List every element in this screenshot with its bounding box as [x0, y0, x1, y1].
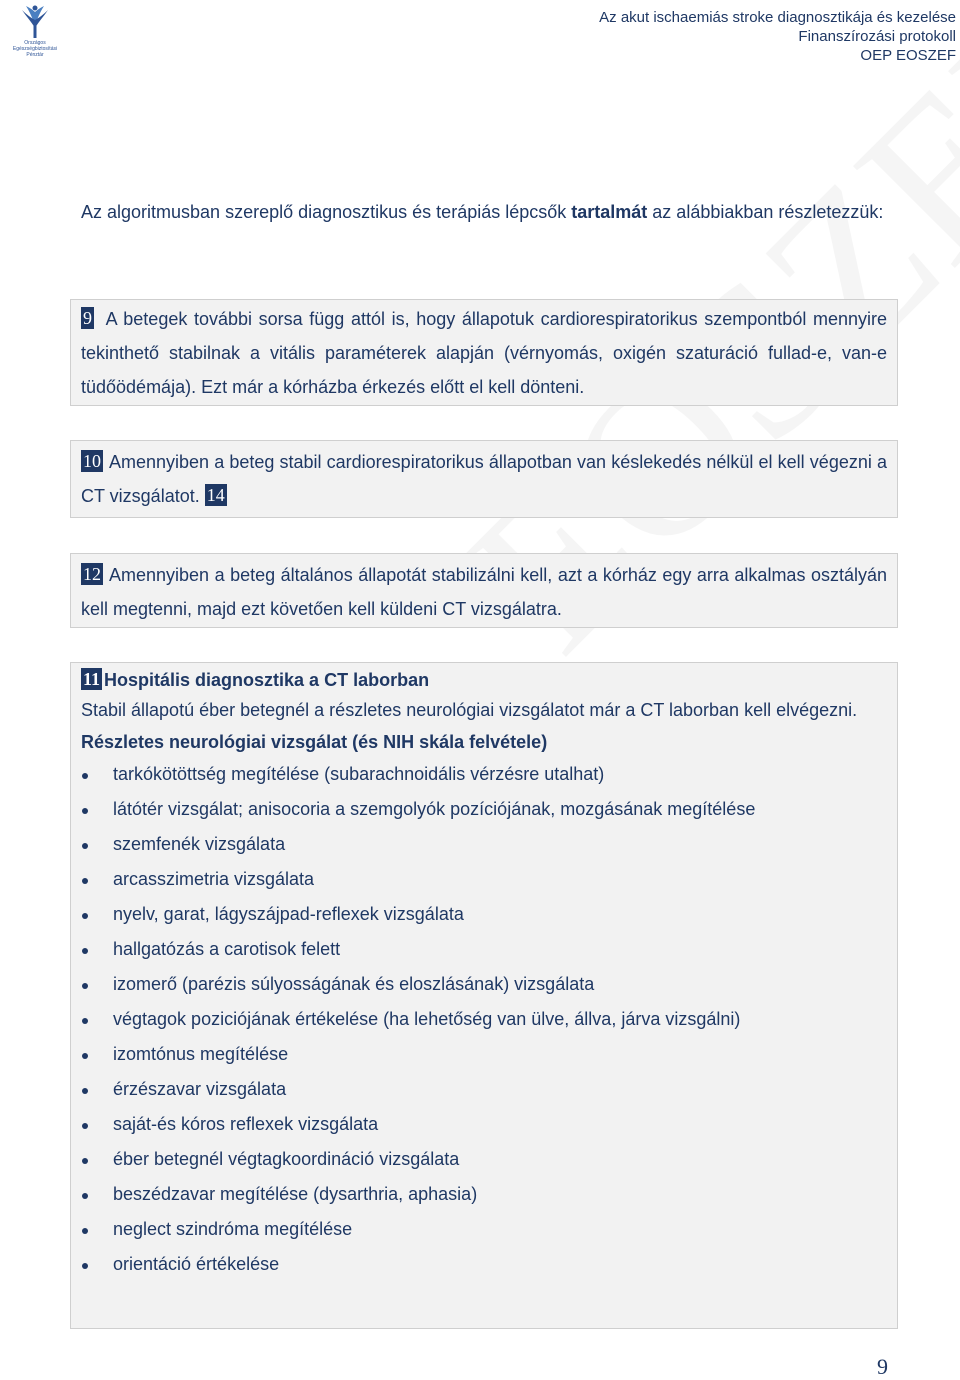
- bullet-icon: [82, 948, 88, 954]
- bullet-icon: [82, 878, 88, 884]
- step-box-9: [70, 299, 898, 406]
- list-item: látótér vizsgálat; anisocoria a szemgolyók pozíciójának, mozgásának megítélése: [81, 792, 887, 827]
- step-title-text: Hospitális diagnosztika a CT laborban: [104, 670, 430, 690]
- list-item: éber betegnél végtagkoordináció vizsgálata: [81, 1142, 887, 1177]
- list-item: orientáció értékelése: [81, 1247, 887, 1282]
- step-number-badge: 12: [83, 564, 101, 584]
- logo-text: Országos Egészségbiztosítási Pénztár: [12, 40, 58, 58]
- list-item: nyelv, garat, lágyszájpad-reflexek vizsgálata: [81, 897, 887, 932]
- bullet-icon: [82, 1088, 88, 1094]
- header-subtitle: Finanszírozási protokoll: [798, 28, 956, 45]
- step-text: Amennyiben a beteg stabil cardiorespiratorikus állapotban van késlekedés nélkül el kell végezni a CT vizsgálatot.: [81, 452, 887, 506]
- step-box-12: [70, 553, 898, 628]
- document-header: [599, 8, 956, 65]
- step-text: Stabil állapotú éber betegnél a részletes neurológiai vizsgálatot már a CT laborban kell elvégezni.: [81, 700, 858, 720]
- list-item: neglect szindróma megítélése: [81, 1212, 887, 1247]
- step-number-badge: 11: [83, 669, 101, 689]
- step-reference-badge: 14: [206, 485, 225, 505]
- bullet-icon: [82, 1263, 88, 1269]
- step-number-badge: 9: [83, 308, 92, 328]
- list-item: hallgatózás a carotisok felett: [81, 932, 887, 967]
- exam-list: [81, 757, 887, 1282]
- list-item: izomtónus megítélése: [81, 1037, 887, 1072]
- exam-subtitle: Részletes neurológiai vizsgálat (és NIH skála felvétele): [81, 732, 548, 752]
- bullet-icon: [82, 913, 88, 919]
- bullet-icon: [82, 1018, 88, 1024]
- bullet-icon: [82, 983, 88, 989]
- list-item: tarkókötöttség megítélése (subarachnoidális vérzésre utalhat): [81, 757, 887, 792]
- bullet-icon: [82, 773, 88, 779]
- header-title: Az akut ischaemiás stroke diagnosztikája és kezelése: [599, 9, 956, 26]
- bullet-icon: [82, 808, 88, 814]
- bullet-icon: [82, 1228, 88, 1234]
- step-number-badge: 10: [83, 451, 101, 471]
- intro-text-after: az alábbiakban részletezzük:: [647, 202, 884, 222]
- step-box-11: [70, 662, 898, 1329]
- intro-text-before: Az algoritmusban szereplő diagnosztikus és terápiás lépcsők: [81, 202, 572, 222]
- step-box-10: [70, 440, 898, 518]
- bullet-icon: [82, 1053, 88, 1059]
- step-title: [81, 667, 887, 693]
- header-org: OEP EOSZEF: [860, 47, 956, 64]
- list-item: saját-és kóros reflexek vizsgálata: [81, 1107, 887, 1142]
- step-text: A betegek további sorsa függ attól is, hogy állapotuk cardiorespiratorikus szempontból mennyire tekinthető stabilnak a vitális paraméterek alapján (vérnyomás, oxigén szaturáció fullad-e, van-e tüdőödémája). Ezt már a kórházba érkezés előtt el kell dönteni.: [81, 309, 887, 397]
- list-item: arcasszimetria vizsgálata: [81, 862, 887, 897]
- bullet-icon: [82, 1193, 88, 1199]
- page-number: 9: [877, 1354, 888, 1379]
- list-item: végtagok poziciójának értékelése (ha lehetőség van ülve, állva, járva vizsgálni): [81, 1002, 887, 1037]
- list-item: beszédzavar megítélése (dysarthria, aphasia): [81, 1177, 887, 1212]
- list-item: szemfenék vizsgálata: [81, 827, 887, 862]
- intro-bold: tartalmát: [571, 202, 648, 222]
- step-text: Amennyiben a beteg általános állapotát stabilizálni kell, azt a kórház egy arra alkalmas osztályán kell megtenni, majd ezt követően kell küldeni CT vizsgálatra.: [81, 565, 887, 619]
- bullet-icon: [82, 1123, 88, 1129]
- list-item: érzészavar vizsgálata: [81, 1072, 887, 1107]
- bullet-icon: [82, 1158, 88, 1164]
- intro-paragraph: [81, 196, 915, 229]
- list-item: izomerő (parézis súlyosságának és eloszlásának) vizsgálata: [81, 967, 887, 1002]
- bullet-icon: [82, 843, 88, 849]
